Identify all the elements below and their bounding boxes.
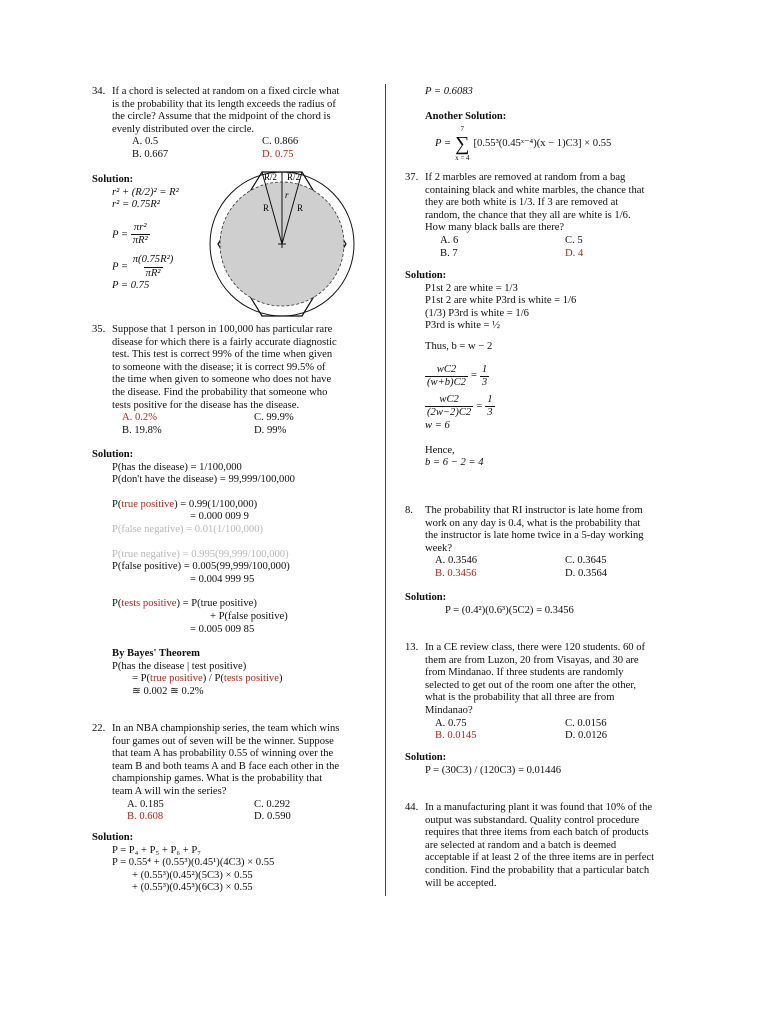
text: = P( (132, 673, 151, 685)
text: P( (112, 498, 122, 510)
question-8 (405, 505, 677, 581)
option-c: C. 0.292 (254, 798, 291, 810)
text-line: the disease. Find the probability that someone who (112, 386, 328, 398)
solution-step: P = P₄ + P₅ + P₆ + P₇ (112, 844, 201, 856)
text-line: team A will win the series? (112, 785, 227, 797)
option-d: D. 99% (254, 424, 287, 436)
text-line: The probability that RI instructor is late home from (425, 505, 643, 516)
text-line: requires that three items from each batch of products (425, 827, 649, 839)
text-line: will be accepted. (425, 877, 497, 889)
solution-8 (405, 592, 677, 617)
option-c: C. 0.866 (262, 136, 299, 148)
answer-options (122, 412, 364, 437)
question-44 (405, 802, 677, 890)
text-line: them are from Luzon, 20 from Visayas, and 30 are (425, 654, 639, 666)
solution-22-continued (405, 86, 677, 163)
solution-result: ≊ 0.002 ≊ 0.2% (132, 685, 204, 697)
text-line: team B and both teams A and B face each other in the (112, 760, 340, 772)
text-line: that team A has probability 0.55 of winning over the (112, 748, 334, 760)
solution-step: P(don't have the disease) = 99,999/100,000 (112, 474, 295, 486)
solution-step: P(has the disease | test positive) (112, 660, 247, 672)
half-chord-label: R/2 (287, 172, 301, 182)
equation-fraction: $\frac{wC2}{(w+b)C2}$ = $\frac{1}{3}$ (427, 363, 488, 389)
summation-formula (435, 125, 677, 163)
apothem-label: r (285, 190, 289, 200)
solution-result: P = 0.75 (112, 280, 150, 292)
denominator: 3 (487, 407, 493, 419)
question-text (112, 86, 364, 136)
text-line: to someone with the disease; it is correct 99.5% of (112, 361, 326, 373)
bayes-heading: By Bayes' Theorem (112, 648, 200, 660)
solution-step: = 0.005 009 85 (190, 623, 255, 635)
option-a: A. 0.3546 (435, 555, 478, 567)
fraction (425, 394, 473, 420)
option-c: C. 5 (565, 234, 583, 246)
text-line: championship games. What is the probability that (112, 773, 323, 785)
solution-step: P(false positive) = 0.005(99,999/100,000) (112, 561, 290, 573)
text-line: is the probability that its length exceeds the radius of (112, 98, 336, 110)
solution-22 (92, 832, 364, 895)
solution-step: r² + (R/2)² = R² (112, 186, 179, 198)
answer-options (127, 799, 364, 824)
solution-result: P = (0.4²)(0.6³)(5C2) = 0.3456 (445, 604, 574, 616)
solution-step: w = 6 (425, 419, 450, 431)
question-text (112, 723, 364, 799)
text-line: Suppose that 1 person in 100,000 has particular rare (112, 324, 333, 335)
text: ) (278, 673, 283, 685)
solution-label: Solution: (405, 592, 447, 603)
answer-options (440, 235, 677, 260)
text-line: Mindanao? (425, 704, 473, 716)
denominator: πR² (132, 235, 148, 247)
solution-label: Solution: (92, 832, 134, 843)
solution-step: = 0.004 999 95 (190, 573, 255, 585)
highlight-term: true positive (150, 673, 203, 685)
text-line: week? (425, 542, 453, 554)
solution-label: Solution: (405, 270, 447, 281)
fraction (485, 394, 494, 420)
denominator: (w+b)C2 (427, 377, 466, 389)
fraction (131, 222, 150, 248)
solution-step: r² = 0.75R² (112, 199, 160, 211)
answer-options (132, 136, 364, 161)
solution-result: b = 6 − 2 = 4 (425, 457, 484, 469)
text-line: containing black and white marbles, the chance that (425, 184, 645, 196)
solution-13 (405, 752, 677, 777)
text-line: random, the chance that they all are white is 1/6. (425, 209, 631, 221)
numerator: πr² (133, 221, 147, 233)
question-number: 22. (92, 723, 106, 734)
column-divider (385, 84, 386, 896)
text-line: selected to get out of the room one after the other, (425, 679, 637, 691)
highlight-term: true positive (121, 498, 175, 510)
text: P( (112, 598, 122, 610)
solution-step (112, 499, 364, 512)
text-line: How many black balls are there? (425, 222, 565, 234)
option-d: D. 0.3564 (565, 567, 608, 579)
option-d-correct: D. 4 (565, 247, 584, 259)
solution-step (132, 673, 364, 686)
option-a: A. 0.5 (132, 136, 159, 148)
question-37 (405, 172, 677, 260)
numerator: 1 (487, 393, 493, 405)
another-solution-label: Another Solution: (425, 110, 507, 122)
radius-label: R (297, 203, 304, 213)
solution-label: Solution: (405, 752, 447, 763)
sigma-icon: ∑ (455, 133, 470, 156)
solution-step: P(has the disease) = 1/100,000 (112, 461, 242, 473)
question-35 (92, 324, 364, 437)
question-text (425, 172, 677, 235)
solution-step: P = 0.55⁴ + (0.55³)(0.45¹)(4C3) × 0.55 (112, 857, 275, 869)
option-a: A. 0.75 (435, 717, 467, 729)
text-line: the circle? Assume that the midpoint of the chord is (112, 111, 331, 123)
text-line: output was substandard. Quality control procedure (425, 814, 640, 826)
question-22 (92, 723, 364, 824)
option-b: B. 7 (440, 247, 458, 259)
solution-step: Hence, (425, 444, 455, 456)
solution-step: Thus, b = w − 2 (425, 340, 493, 352)
solution-result: P = 0.6083 (425, 86, 473, 97)
solution-step (112, 598, 364, 611)
text-line: the time when given to someone who does not have (112, 374, 332, 386)
question-text (425, 642, 677, 718)
equation-fraction: $\frac{wC2}{(2w-2)C2}$ = $\frac{1}{3}$ (427, 393, 493, 419)
fraction (425, 364, 468, 390)
answer-options (435, 555, 677, 580)
option-d: D. 0.590 (254, 811, 291, 823)
text-line: the instructor is late home twice in a 5-day working (425, 530, 644, 542)
text-line: they are both white is 1/3. If 3 are removed at (425, 197, 619, 209)
question-text (425, 505, 677, 555)
text-line: If 2 marbles are removed at random from a bag (425, 172, 626, 183)
text-line: If a chord is selected at random on a fixed circle what (112, 86, 340, 97)
highlight-term: tests positive (121, 598, 177, 610)
text-line: four games out of seven will be the winner. Suppose (112, 735, 334, 747)
option-b-correct: B. 0.3456 (435, 567, 477, 579)
solution-label: Solution: (92, 449, 134, 460)
numerator: wC2 (439, 393, 459, 405)
option-c: C. 0.3645 (565, 555, 607, 567)
question-number: 35. (92, 324, 106, 335)
question-text (112, 324, 364, 412)
text-line: are selected at random and a batch is deemed (425, 839, 617, 851)
option-d-correct: D. 0.75 (262, 148, 294, 160)
solution-step: + (0.55³)(0.45³)(6C3) × 0.55 (132, 882, 253, 894)
numerator: π(0.75R²) (132, 253, 174, 265)
text: ) = 0.99(1/100,000) (174, 498, 258, 510)
text-line: In a manufacturing plant it was found that 10% of the (425, 802, 653, 813)
denominator: 3 (481, 377, 488, 389)
solution-step: P1st 2 are white = 1/3 (425, 282, 518, 294)
question-34 (92, 86, 364, 162)
solution-37 (405, 270, 677, 470)
radius-label: R (263, 203, 270, 213)
solution-step: P3rd is white = ½ (425, 320, 501, 332)
fraction (131, 254, 176, 280)
solution-step: = 0.000 009 9 (190, 511, 249, 523)
text: ) / P( (202, 673, 224, 685)
text-line: from Mindanao. If three students are randomly (425, 667, 624, 679)
text-line: In a CE review class, there were 120 students. 60 of (425, 642, 646, 653)
solution-35 (92, 449, 364, 699)
text-line: acceptable if at least 2 of the three items are in perfect (425, 852, 655, 864)
equation-lhs: P = (112, 229, 129, 241)
sum-lower: x = 4 (455, 154, 470, 163)
equation-lhs: P = (435, 137, 452, 149)
question-number: 34. (92, 86, 106, 97)
solution-step: (1/3) P3rd is white = 1/6 (425, 307, 529, 319)
text-line: work on any day is 0.4, what is the probability that (425, 517, 641, 529)
text-line: condition. Find the probability that a particular batch (425, 864, 650, 876)
solution-step: + P(false positive) (210, 610, 288, 622)
hexagon-circle-figure (198, 170, 362, 318)
summation-expression: [0.55³(0.45ˣ⁻⁴)(x − 1)C3] × 0.55 (473, 137, 612, 149)
fraction (480, 364, 489, 390)
text-line: evenly distributed over the circle. (112, 123, 255, 135)
option-d: D. 0.0126 (565, 730, 608, 742)
solution-step: + (0.55³)(0.45²)(5C3) × 0.55 (132, 869, 253, 881)
option-c: C. 0.0156 (565, 717, 607, 729)
sum-upper: 7 (460, 125, 465, 134)
option-b-correct: B. 0.0145 (435, 730, 477, 742)
question-number: 13. (405, 642, 419, 653)
summation-symbol (455, 125, 469, 163)
text: ) = P(true positive) (176, 598, 257, 610)
text-line: what is the probability that all three are from (425, 692, 615, 704)
answer-options (435, 718, 677, 743)
text-line: tests positive for the disease has the disease. (112, 399, 300, 411)
solution-result: P = (30C3) / (120C3) = 0.01446 (425, 764, 562, 776)
question-text (425, 802, 677, 890)
option-b-correct: B. 0.608 (127, 811, 164, 823)
question-number: 8. (405, 505, 413, 516)
faded-step: P(true negative) = 0.995(99,999/100,000) (112, 548, 289, 560)
numerator: 1 (481, 363, 488, 375)
half-chord-label: R/2 (264, 172, 278, 182)
option-b: B. 19.8% (122, 424, 162, 436)
option-a-correct: A. 0.2% (122, 412, 158, 424)
solution-step: P1st 2 are white P3rd is white = 1/6 (425, 295, 577, 307)
question-13 (405, 642, 677, 743)
question-number: 37. (405, 172, 419, 183)
faded-step: P(false negative) = 0.01(1/100,000) (112, 523, 264, 535)
text-line: In an NBA championship series, the team which wins (112, 723, 340, 734)
solution-label: Solution: (92, 174, 134, 185)
text-line: disease for which there is a fairly accurate diagnostic (112, 336, 337, 348)
option-a: A. 6 (440, 234, 459, 246)
denominator: (2w−2)C2 (427, 407, 472, 419)
numerator: wC2 (436, 363, 457, 375)
option-c: C. 99.9% (254, 412, 294, 424)
denominator: πR² (145, 267, 161, 279)
option-b: B. 0.667 (132, 148, 169, 160)
option-a: A. 0.185 (127, 798, 164, 810)
highlight-term: tests positive (223, 673, 279, 685)
text-line: test. This test is correct 99% of the time when given (112, 349, 333, 361)
question-number: 44. (405, 802, 419, 813)
equation-lhs: P = (112, 261, 129, 273)
